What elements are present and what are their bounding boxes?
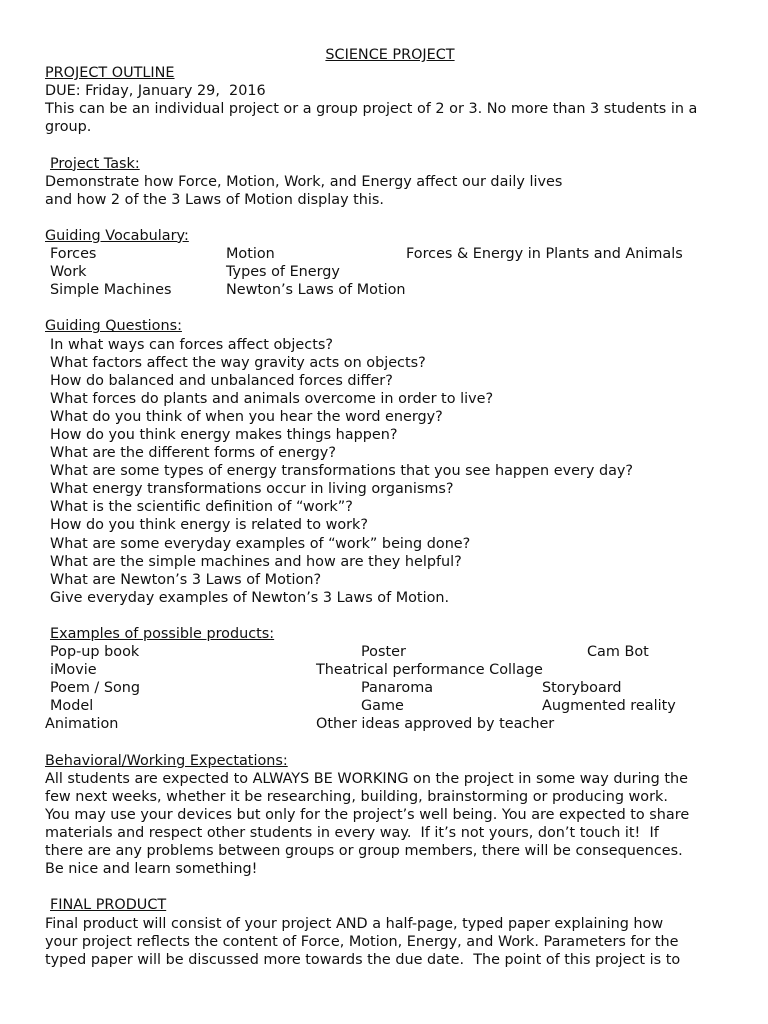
vocabulary-term: Motion bbox=[226, 246, 275, 263]
question-item: What forces do plants and animals overcome in order to live? bbox=[50, 390, 494, 407]
question-item: What are some types of energy transformations that you see happen every day? bbox=[50, 463, 634, 480]
vocabulary-heading: Guiding Vocabulary: bbox=[45, 227, 189, 244]
question-item: How do you think energy is related to work? bbox=[50, 517, 369, 534]
final-product-line: typed paper will be discussed more towards the due date. The point of this project is to bbox=[45, 951, 681, 968]
product-item: Cam Bot bbox=[587, 644, 649, 661]
expectations-heading: Behavioral/Working Expectations: bbox=[45, 752, 288, 769]
products-heading: Examples of possible products: bbox=[50, 626, 275, 642]
question-item: Give everyday examples of Newton’s 3 Laws of Motion. bbox=[50, 589, 450, 606]
expectations-line: materials and respect other students in every way. If it’s not yours, don’t touch it! If bbox=[45, 825, 659, 842]
question-item: What factors affect the way gravity acts on objects? bbox=[50, 354, 426, 371]
vocabulary-term: Simple Machines bbox=[50, 282, 172, 299]
question-item: What is the scientific definition of “work”? bbox=[50, 499, 353, 516]
product-item: Model bbox=[50, 698, 94, 715]
products-row bbox=[45, 661, 735, 679]
question-item: What do you think of when you hear the word energy? bbox=[50, 408, 443, 425]
expectations-line: Be nice and learn something! bbox=[45, 861, 258, 878]
outline-heading: PROJECT OUTLINE bbox=[45, 65, 175, 82]
questions-list bbox=[45, 336, 735, 607]
task-heading: Project Task: bbox=[50, 155, 140, 172]
questions-heading: Guiding Questions: bbox=[45, 318, 182, 335]
vocabulary-row bbox=[45, 281, 735, 299]
products-row bbox=[45, 679, 735, 697]
document-title: SCIENCE PROJECT bbox=[325, 47, 455, 63]
products-row bbox=[45, 697, 735, 715]
final-product-heading: FINAL PRODUCT bbox=[50, 897, 167, 914]
expectations-line: few next weeks, whether it be researching, building, brainstorming or producing work. bbox=[45, 788, 668, 805]
product-item: iMovie bbox=[50, 662, 97, 679]
vocabulary-row bbox=[45, 245, 735, 263]
question-item: How do balanced and unbalanced forces differ? bbox=[50, 372, 393, 389]
expectations-line: there are any problems between groups or group members, there will be consequences. bbox=[45, 843, 683, 860]
product-item: Poster bbox=[361, 644, 406, 661]
product-item: Theatrical performance Collage bbox=[316, 662, 543, 679]
task-line: and how 2 of the 3 Laws of Motion display this. bbox=[45, 191, 385, 208]
products-row bbox=[45, 715, 735, 733]
document-page bbox=[45, 46, 735, 969]
product-item: Game bbox=[361, 698, 404, 715]
question-item: How do you think energy makes things happen? bbox=[50, 426, 398, 443]
expectations-line: All students are expected to ALWAYS BE WORKING on the project in some way during the bbox=[45, 770, 689, 787]
product-item: Animation bbox=[45, 716, 119, 733]
vocabulary-term: Newton’s Laws of Motion bbox=[226, 282, 406, 299]
product-item: Storyboard bbox=[542, 680, 622, 697]
question-item: In what ways can forces affect objects? bbox=[50, 336, 333, 353]
vocabulary-row bbox=[45, 263, 735, 281]
question-item: What are Newton’s 3 Laws of Motion? bbox=[50, 571, 322, 588]
question-item: What are the simple machines and how are they helpful? bbox=[50, 553, 462, 570]
question-item: What are the different forms of energy? bbox=[50, 445, 336, 462]
final-product-line: your project reflects the content of Force, Motion, Energy, and Work. Parameters for the bbox=[45, 933, 679, 950]
products-row bbox=[45, 643, 735, 661]
product-item: Other ideas approved by teacher bbox=[316, 716, 555, 733]
group-info: This can be an individual project or a group project of 2 or 3. No more than 3 students in a group. bbox=[45, 101, 698, 136]
product-item: Poem / Song bbox=[50, 680, 141, 697]
vocabulary-term: Forces & Energy in Plants and Animals bbox=[406, 246, 683, 263]
task-line: Demonstrate how Force, Motion, Work, and Energy affect our daily lives bbox=[45, 173, 563, 190]
expectations-line: You may use your devices but only for the project’s well being. You are expected to share bbox=[45, 806, 690, 823]
product-item: Panaroma bbox=[361, 680, 434, 697]
vocabulary-term: Types of Energy bbox=[226, 264, 340, 281]
product-item: Pop-up book bbox=[50, 644, 140, 661]
due-date: DUE: Friday, January 29, 2016 bbox=[45, 83, 266, 100]
vocabulary-term: Forces bbox=[50, 246, 97, 263]
question-item: What are some everyday examples of “work” being done? bbox=[50, 535, 471, 552]
product-item: Augmented reality bbox=[542, 698, 676, 715]
final-product-line: Final product will consist of your project AND a half-page, typed paper explaining how bbox=[45, 915, 664, 932]
vocabulary-term: Work bbox=[50, 264, 87, 281]
question-item: What energy transformations occur in living organisms? bbox=[50, 481, 454, 498]
